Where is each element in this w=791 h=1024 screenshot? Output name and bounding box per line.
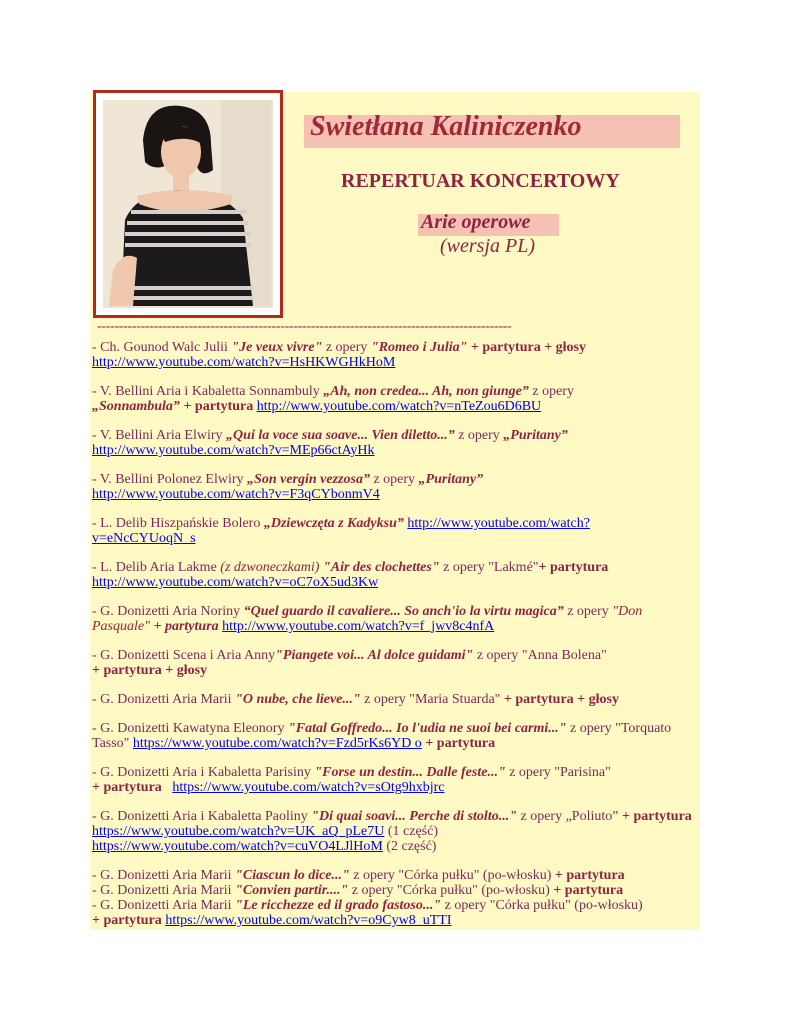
list-item: - Ch. Gounod Walc Julii "Je veux vivre" z opery "Romeo i Julia" + partytura + głosy http://www.youtube.com/watch?v=HsHKWGHkHoM bbox=[92, 340, 587, 370]
portrait-photo bbox=[103, 100, 273, 308]
list-item: - G. Donizetti Aria i Kabaletta Paoliny "Di quai soavi... Perche di stolto..." z opery „Poliuto” + partytura https://www.youtube.com/watch?v=UK_aQ_pLe7U (1 część) https://www.youtube.com/watch?v=cuVO4LJlHoM (2 część) bbox=[92, 809, 692, 854]
list-item: - G. Donizetti Kawatyna Eleonory "Fatal Goffredo... Io l'udia ne suoi bei carmi..." z opery "Torquato Tasso" https://www.youtube.com/watch?v=Fzd5rKs6YD o + partytura bbox=[92, 721, 672, 751]
list-item: - G. Donizetti Aria Marii "O nube, che lieve..." z opery "Maria Stuarda" + partytura + głosy bbox=[92, 692, 619, 707]
youtube-link[interactable]: http://www.youtube.com/watch?v=nTeZou6D6BU bbox=[256, 399, 542, 414]
list-item: - V. Bellini Aria Elwiry „Qui la voce sua soave... Vien diletto...” z opery „Puritany” http://www.youtube.com/watch?v=MEp66ctAyHk bbox=[92, 428, 568, 458]
youtube-link-continued[interactable]: v=eNcCYUoqN_s bbox=[92, 531, 196, 546]
portrait-frame bbox=[93, 90, 283, 318]
youtube-link[interactable]: http://www.youtube.com/watch?v=oC7oX5ud3Kw bbox=[92, 575, 379, 590]
list-item: - G. Donizetti Aria Marii "Convien partir...." z opery "Córka pułku" (po-włosku) + partytura bbox=[92, 883, 624, 898]
list-item: - G. Donizetti Aria Marii "Ciascun lo dice..." z opery "Córka pułku" (po-włosku) + partytura bbox=[92, 868, 625, 883]
youtube-link-part-2[interactable]: https://www.youtube.com/watch?v=cuVO4LJlHoM bbox=[92, 839, 383, 854]
singer-portrait-image bbox=[103, 100, 271, 306]
list-item: - V. Bellini Aria i Kabaletta Sonnambuly „Ah, non credea... Ah, non giunge” z opery „Sonnambula” + partytura http://www.youtube.com/watch?v=nTeZou6D6BU bbox=[92, 384, 574, 414]
list-item: - G. Donizetti Aria Marii "Le ricchezze ed il grado fastoso..." z opery "Córka pułku" (po-włosku) + partytura https://www.youtube.com/watch?v=o9Cyw8_uTTI bbox=[92, 898, 643, 928]
list-item: - G. Donizetti Aria i Kabaletta Parisiny "Forse un destin... Dalle feste..." z opery "Parisina" + partytura https://www.youtube.com/watch?v=sOtg9hxbjrc bbox=[92, 765, 611, 795]
section-title: Arie operowe bbox=[421, 211, 531, 233]
list-item: - L. Delib Aria Lakme (z dzwoneczkami) "Air des clochettes" z opery "Lakmé"+ partytura http://www.youtube.com/watch?v=oC7oX5ud3Kw bbox=[92, 560, 609, 590]
youtube-link[interactable]: http://www.youtube.com/watch? bbox=[407, 516, 590, 531]
youtube-link[interactable]: https://www.youtube.com/watch?v=o9Cyw8_uTTI bbox=[165, 913, 452, 928]
youtube-link[interactable]: http://www.youtube.com/watch?v=F3qCYbonmV4 bbox=[92, 487, 380, 502]
youtube-link[interactable]: https://www.youtube.com/watch?v=Fzd5rKs6YD o bbox=[132, 736, 422, 751]
youtube-link[interactable]: https://www.youtube.com/watch?v=UK_aQ_pLe7U bbox=[92, 824, 385, 839]
youtube-link[interactable]: http://www.youtube.com/watch?v=MEp66ctAyHk bbox=[92, 443, 375, 458]
list-item: - G. Donizetti Scena i Aria Anny"Piangete voi... Al dolce guidami" z opery "Anna Bolena" + partytura + głosy bbox=[92, 648, 607, 678]
list-item: - G. Donizetti Aria Noriny “Quel guardo il cavaliere... So anch'io la virtu magica” z opery "Don Pasquale" + partytura http://www.youtube.com/watch?v=f_jwv8c4nfA bbox=[92, 604, 643, 634]
youtube-link[interactable]: https://www.youtube.com/watch?v=sOtg9hxbjrc bbox=[172, 780, 445, 795]
singer-name: Swietłana Kaliniczenko bbox=[310, 111, 582, 142]
list-item: - L. Delib Hiszpańskie Bolero „Dziewczęta z Kadyksu” http://www.youtube.com/watch? v=eNcCYUoqN_s bbox=[92, 516, 590, 546]
divider-line: ----------------------------------------------------------------------------------------------- bbox=[97, 320, 512, 334]
youtube-link[interactable]: http://www.youtube.com/watch?v=f_jwv8c4nfA bbox=[222, 619, 495, 634]
list-item: - V. Bellini Polonez Elwiry „Son vergin vezzosa” z opery „Puritany” http://www.youtube.com/watch?v=F3qCYbonmV4 bbox=[92, 472, 484, 502]
youtube-link[interactable]: http://www.youtube.com/watch?v=HsHKWGHkHoM bbox=[92, 355, 396, 370]
version-label: (wersja PL) bbox=[440, 235, 535, 257]
page-subtitle: REPERTUAR KONCERTOWY bbox=[341, 170, 620, 192]
repertoire-list bbox=[92, 340, 696, 928]
